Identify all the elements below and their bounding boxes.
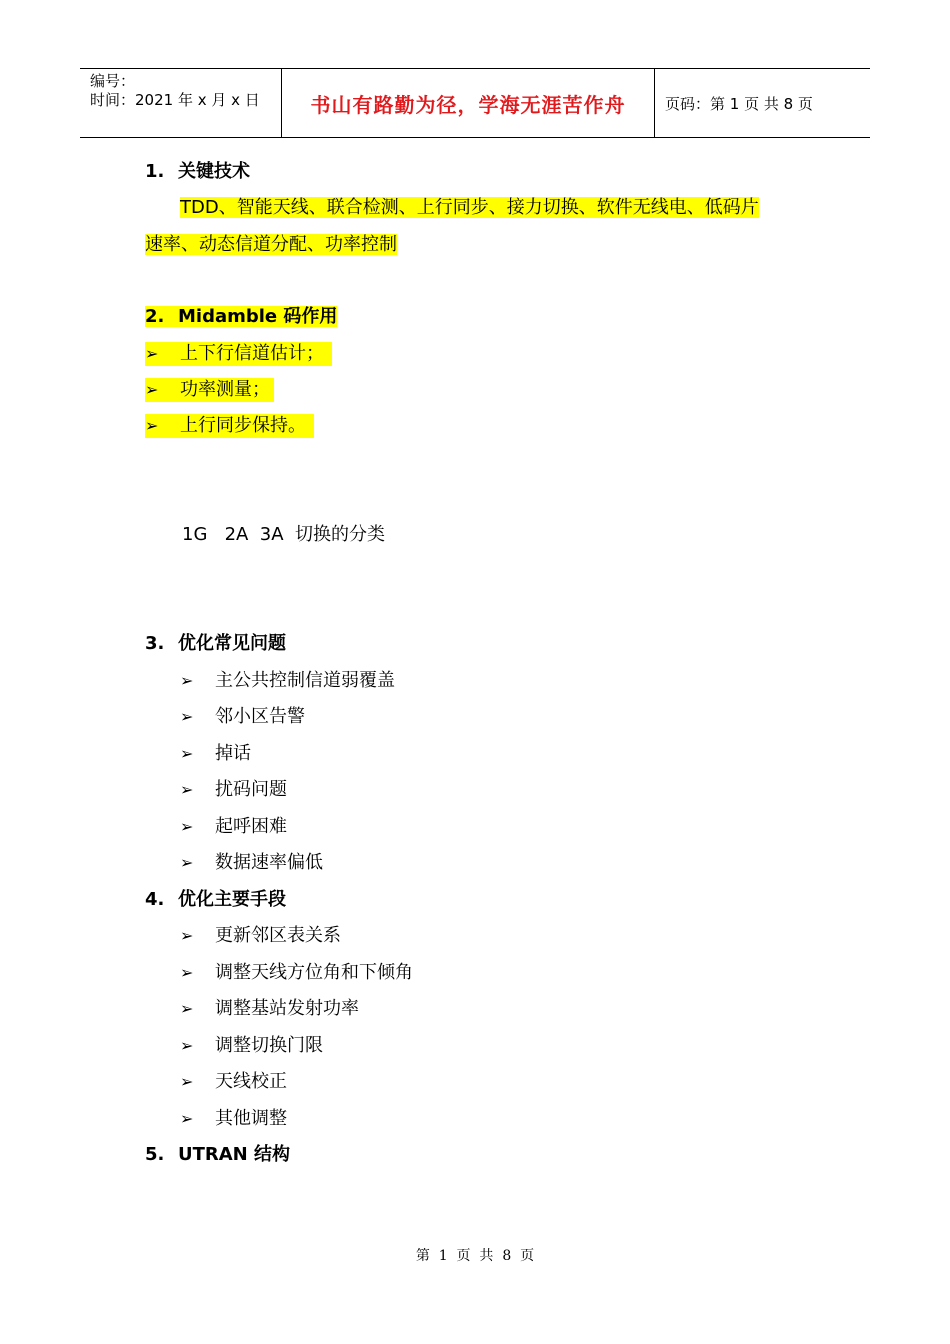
list-item (180, 778, 287, 802)
arrow-bullet-icon: ➢ (180, 671, 194, 690)
list-item (180, 851, 323, 875)
paragraph-line (180, 196, 759, 220)
page-info: 页码：第 1 页 共 8 页 (665, 94, 813, 113)
list-item-text: 功率测量； (180, 379, 270, 400)
list-item (180, 1107, 287, 1131)
list-item-text: 上行同步保持。 (180, 415, 306, 436)
list-item (145, 378, 274, 402)
arrow-bullet-icon: ➢ (180, 853, 194, 872)
list-item-text: 扰码问题 (215, 779, 287, 800)
list-item-text: 天线校正 (215, 1071, 287, 1092)
arrow-bullet-icon: ➢ (180, 1036, 194, 1055)
section-heading (145, 632, 286, 656)
list-item-text: 调整基站发射功率 (215, 998, 359, 1019)
section-title: UTRAN 结构 (178, 1144, 291, 1165)
arrow-bullet-icon: ➢ (180, 926, 194, 945)
arrow-bullet-icon: ➢ (180, 1072, 194, 1091)
highlighted-text: 速率、动态信道分配、功率控制 (145, 234, 397, 255)
section-number: 4. (145, 889, 165, 910)
paragraph-line (145, 233, 397, 257)
note-line: 1G 2A 3A 切换的分类 (182, 524, 385, 545)
arrow-bullet-icon: ➢ (145, 380, 159, 399)
list-item (180, 815, 287, 839)
list-item (180, 705, 305, 729)
highlighted-heading (145, 306, 337, 327)
highlighted-text: TDD、智能天线、联合检测、上行同步、接力切换、软件无线电、低码片 (180, 197, 759, 218)
list-item-text: 更新邻区表关系 (215, 925, 341, 946)
page-footer: 第 1 页 共 8 页 (415, 1248, 535, 1264)
section-title: 关键技术 (178, 161, 250, 182)
list-item-text: 起呼困难 (215, 816, 287, 837)
section-title: Midamble 码作用 (178, 306, 338, 327)
page-header (80, 68, 870, 138)
section-heading (145, 160, 250, 184)
section-heading (145, 1143, 290, 1167)
list-item-text: 调整天线方位角和下倾角 (215, 962, 413, 983)
section-number: 1. (145, 161, 165, 182)
list-item-text: 其他调整 (215, 1108, 287, 1129)
list-item-text: 上下行信道估计； (180, 343, 324, 364)
list-item-text: 数据速率偏低 (215, 852, 323, 873)
section-number: 2. (145, 306, 165, 327)
arrow-bullet-icon: ➢ (180, 817, 194, 836)
list-item (180, 742, 251, 766)
date-label: 时间：2021 年 x 月 x 日 (90, 91, 260, 109)
section-title: 优化主要手段 (178, 889, 286, 910)
section-number: 5. (145, 1144, 165, 1165)
arrow-bullet-icon: ➢ (180, 707, 194, 726)
list-item (180, 961, 413, 985)
serial-label: 编号： (90, 72, 136, 90)
list-item-text: 主公共控制信道弱覆盖 (215, 670, 395, 691)
list-item (180, 924, 341, 948)
list-item (180, 669, 395, 693)
section-heading (145, 888, 286, 912)
list-item (180, 997, 359, 1021)
header-center-cell (282, 69, 655, 137)
arrow-bullet-icon: ➢ (180, 963, 194, 982)
list-item-text: 掉话 (215, 743, 251, 764)
list-item (145, 414, 314, 438)
arrow-bullet-icon: ➢ (145, 416, 159, 435)
section-number: 3. (145, 633, 165, 654)
list-item-text: 邻小区告警 (215, 706, 305, 727)
arrow-bullet-icon: ➢ (180, 999, 194, 1018)
list-item-text: 调整切换门限 (215, 1035, 323, 1056)
motto: 书山有路勤为径，学海无涯苦作舟 (310, 92, 626, 117)
list-item (180, 1034, 323, 1058)
section-heading (145, 305, 337, 329)
list-item (180, 1070, 287, 1094)
arrow-bullet-icon: ➢ (180, 744, 194, 763)
header-right-cell (655, 69, 870, 137)
list-item (145, 342, 332, 366)
arrow-bullet-icon: ➢ (180, 780, 194, 799)
arrow-bullet-icon: ➢ (145, 344, 159, 363)
arrow-bullet-icon: ➢ (180, 1109, 194, 1128)
section-title: 优化常见问题 (178, 633, 286, 654)
header-left-cell (80, 69, 282, 137)
